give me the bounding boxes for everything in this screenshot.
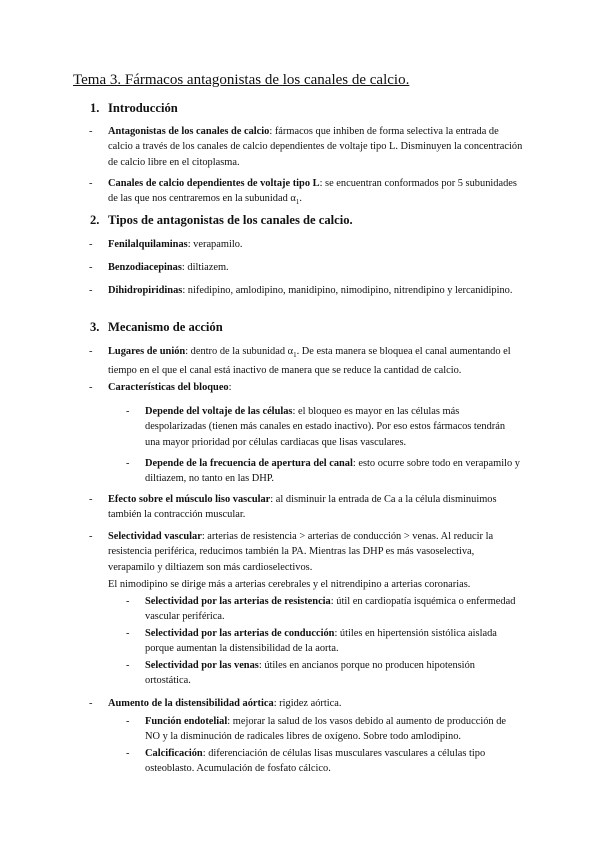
item-term: Depende de la frecuencia de apertura del canal [145, 458, 353, 469]
bullet-dash: - [126, 716, 130, 727]
bullet-dash: - [89, 382, 93, 393]
section-heading-text: Mecanismo de acción [108, 320, 223, 334]
bullet-dash: - [89, 531, 93, 542]
section-heading-mecanismo [90, 320, 223, 335]
item-text: : el bloqueo es mayor en las células más despolarizadas (tienen más canales en estado inactivo). Por eso estos fármacos tendrán una mayor prioridad por células cardiacas que lisas vasculares. [145, 406, 506, 448]
item-term: Selectividad por las venas [145, 660, 259, 671]
list-item [89, 237, 523, 252]
item-term: Selectividad por las arterias de resistencia [145, 596, 331, 607]
item-text: : nifedipino, amlodipino, manidipino, nimodipino, nitrendipino y lercanidipino. [182, 285, 513, 296]
bullet-dash: - [126, 458, 130, 469]
list-item [89, 176, 523, 211]
bullet-dash: - [126, 660, 130, 671]
bullet-dash: - [126, 628, 130, 639]
bullet-dash: - [89, 126, 93, 137]
item-text: : esto ocurre sobre todo en verapamilo y diltiazem, no tanto en las DHP. [145, 458, 520, 485]
item-text: : diltiazem. [181, 262, 229, 273]
item-text: : dentro de la subunidad α [185, 346, 294, 357]
bullet-dash: - [89, 698, 93, 709]
item-term: Efecto sobre el músculo liso vascular [108, 494, 271, 505]
paragraph-text: El nimodipino se dirige más a arterias cerebrales y el nitrendipino a arterias coronarias. [108, 579, 471, 590]
list-item [126, 626, 520, 657]
item-term: Depende del voltaje de las células [145, 406, 293, 417]
bullet-dash: - [89, 262, 93, 273]
item-term: Canales de calcio dependientes de voltaje tipo L [108, 178, 320, 189]
section-heading-text: Tipos de antagonistas de los canales de calcio [108, 213, 350, 227]
list-item [89, 696, 523, 711]
item-term: Lugares de unión [108, 346, 186, 357]
section-number: 3. [90, 320, 100, 334]
bullet-dash: - [89, 285, 93, 296]
item-text: : [228, 382, 232, 393]
subscript: 1 [293, 351, 297, 360]
section-heading-text: Introducción [108, 101, 178, 115]
document-title: Tema 3. Fármacos antagonistas de los canales de calcio. [73, 72, 410, 88]
item-term: Calcificación [145, 748, 203, 759]
list-item [126, 456, 520, 487]
list-item [126, 658, 520, 689]
item-term: Antagonistas de los canales de calcio [108, 126, 270, 137]
list-item [89, 260, 523, 275]
bullet-dash: - [89, 346, 93, 357]
item-text: : al disminuir la entrada de Ca a la célula disminuimos también la contracción muscular. [108, 494, 497, 521]
item-text: : rigidez aórtica. [273, 698, 342, 709]
list-item [126, 594, 520, 625]
list-item [89, 529, 523, 575]
list-item [126, 746, 520, 777]
item-term: Fenilalquilaminas [108, 239, 188, 250]
item-term: Benzodiacepinas [108, 262, 182, 273]
item-term: Función endotelial [145, 716, 228, 727]
section-number: 1. [90, 101, 100, 115]
item-term: Aumento de la distensibilidad aórtica [108, 698, 274, 709]
section-heading-tipos: 2. Tipos de antagonistas de los canales de calcio. [90, 213, 353, 227]
item-text: : útiles en ancianos porque no producen hipotensión ortostática. [145, 660, 475, 687]
list-item [89, 124, 523, 170]
section-heading-introduccion [90, 101, 178, 116]
item-text: : útil en cardiopatía isquémica o enfermedad vascular periférica. [145, 596, 516, 623]
bullet-dash: - [89, 494, 93, 505]
bullet-dash: - [89, 178, 93, 189]
list-item [126, 404, 520, 450]
list-item [89, 492, 523, 523]
list-item [89, 344, 528, 379]
item-text: : arterias de resistencia > arterias de conducción > venas. Al reducir la resistencia periférica, reducimos también la PA. Mientras las DHP es más vasoselectiva, verapamilo y diltiazem son más cardioselectivos. [108, 531, 494, 573]
item-tail: . De esta manera se bloquea el canal aumentando el tiempo en el que el canal está inactivo de manera que se reduce la cantidad de calcio. [108, 346, 511, 377]
section-number: 2. [90, 213, 100, 227]
subscript: 1 [295, 198, 300, 207]
item-text: : verapamilo. [187, 239, 243, 250]
item-text: : fármacos que inhiben de forma selectiva la entrada de calcio a través de los canales de calcio dependientes de voltaje tipo L. Disminuyen la concentración de calcio libre en el citoplasma. [108, 126, 523, 168]
item-tail: . [299, 193, 302, 205]
item-text: : se encuentran conformados por 5 subunidades de las que nos centraremos en la subunidad α [108, 178, 517, 205]
bullet-dash: - [89, 239, 93, 250]
bullet-dash: - [126, 406, 130, 417]
list-item [89, 283, 523, 298]
item-term: Características del bloqueo [108, 382, 229, 393]
list-item [126, 714, 520, 745]
bullet-dash: - [126, 596, 130, 607]
bullet-dash: - [126, 748, 130, 759]
list-item [89, 380, 523, 395]
item-term: Selectividad vascular [108, 531, 202, 542]
item-text: : diferenciación de células lisas musculares vasculares a células tipo osteoblasto. Acumulación de fosfato cálcico. [145, 748, 486, 775]
item-text: : útiles en hipertensión sistólica aislada porque aumentan la distensibilidad de la aorta. [145, 628, 497, 655]
item-term: Dihidropiridinas [108, 285, 183, 296]
item-term: Selectividad por las arterias de conducción [145, 628, 335, 639]
item-text: : mejorar la salud de los vasos debido al aumento de producción de NO y la disminución de radicales libres de oxígeno. Sobre todo amlodipino. [145, 716, 507, 743]
